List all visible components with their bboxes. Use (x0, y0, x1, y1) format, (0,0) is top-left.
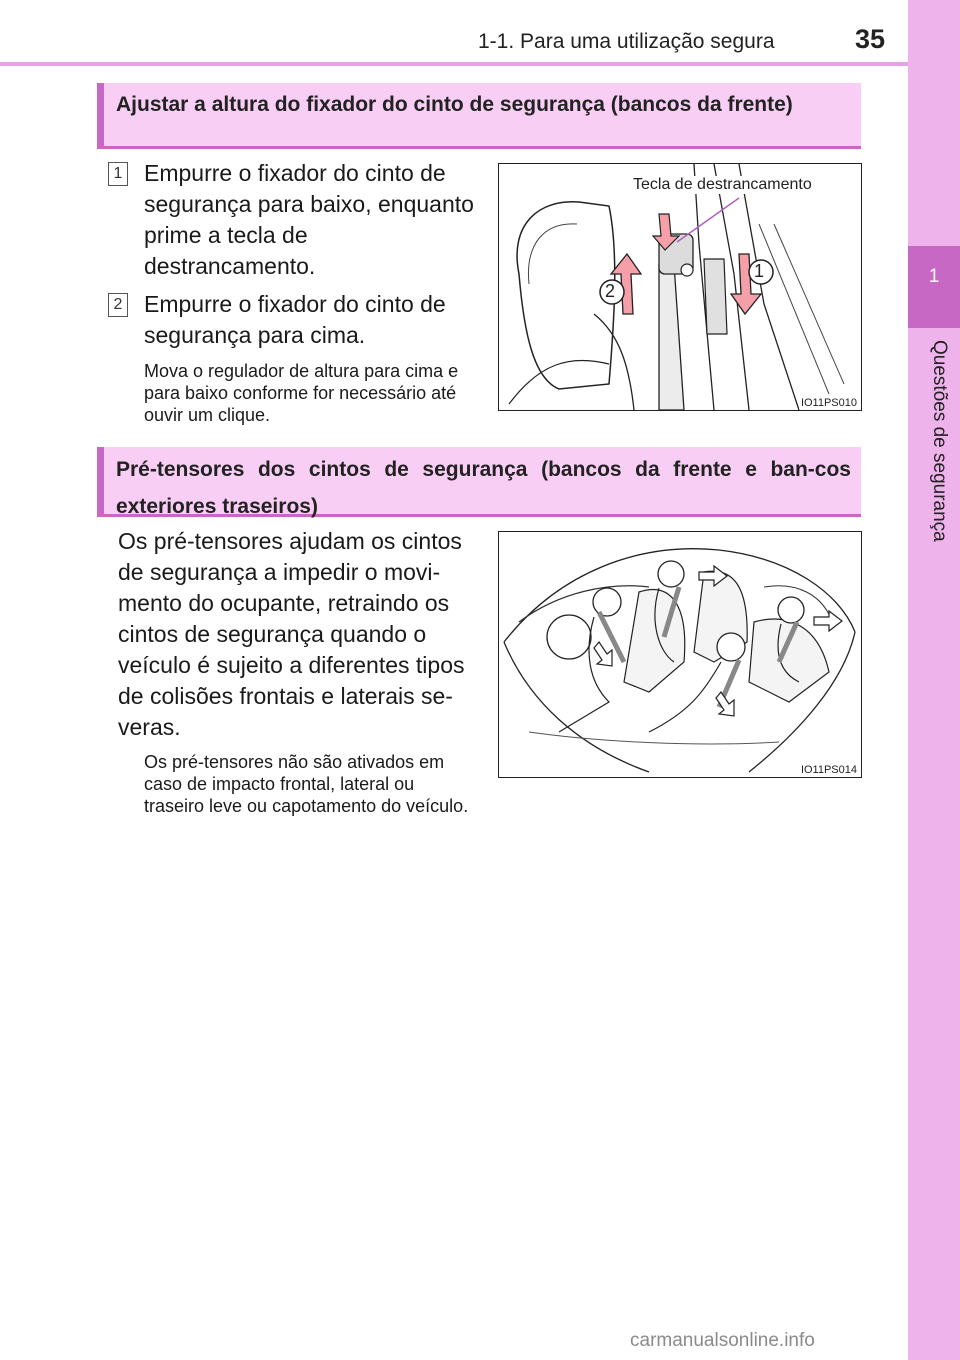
page-number: 35 (855, 24, 886, 54)
arrow-label-2: 2 (605, 281, 616, 301)
header-section-title: 1-1. Para uma utilização segura (478, 30, 775, 53)
callout-unlock-button: Tecla de destrancamento (633, 176, 812, 193)
step-number-1: 1 (108, 162, 128, 186)
car-interior-illustration (499, 532, 861, 777)
section-heading-pretensioners: Pré-tensores dos cintos de segurança (bancos da frente e ban-cos exteriores traseiros) (97, 447, 861, 517)
header-rule (0, 62, 908, 66)
body-pretensioners: Os pré-tensores ajudam os cintos de segurança a impedir o movi-mento do ocupante, retraindo os cintos de segurança quando o veículo é sujeito a diferentes tipos de colisões frontais e laterais se-veras. (118, 528, 465, 740)
chapter-number: 1 (928, 266, 940, 287)
figure-code: IO11PS014 (800, 764, 857, 776)
figure-seatbelt-anchor (498, 163, 862, 411)
section-heading-seatbelt-height: Ajustar a altura do fixador do cinto de segurança (bancos da frente) (97, 83, 861, 149)
note-pretensioners: Os pré-tensores não são ativados em caso de impacto frontal, lateral ou traseiro leve ou capotamento do veículo. (144, 752, 469, 816)
step-number-2: 2 (108, 293, 128, 317)
step-text-1: Empurre o fixador do cinto de segurança para baixo, enquanto prime a tecla de destrancamento. (144, 160, 474, 279)
chapter-title: Questões de segurança (929, 340, 950, 542)
watermark: carmanualsonline.info (630, 1330, 815, 1351)
chapter-side-tab[interactable] (908, 0, 960, 1360)
note-height-adjuster: Mova o regulador de altura para cima e para baixo conforme for necessário até ouvir um clique. (144, 361, 459, 425)
step-text-2: Empurre o fixador do cinto de segurança para cima. (144, 291, 446, 348)
seatbelt-anchor-illustration (499, 164, 861, 410)
figure-code: IO11PS010 (800, 397, 857, 409)
arrow-label-1: 1 (754, 261, 765, 281)
figure-pretensioners (498, 531, 862, 778)
